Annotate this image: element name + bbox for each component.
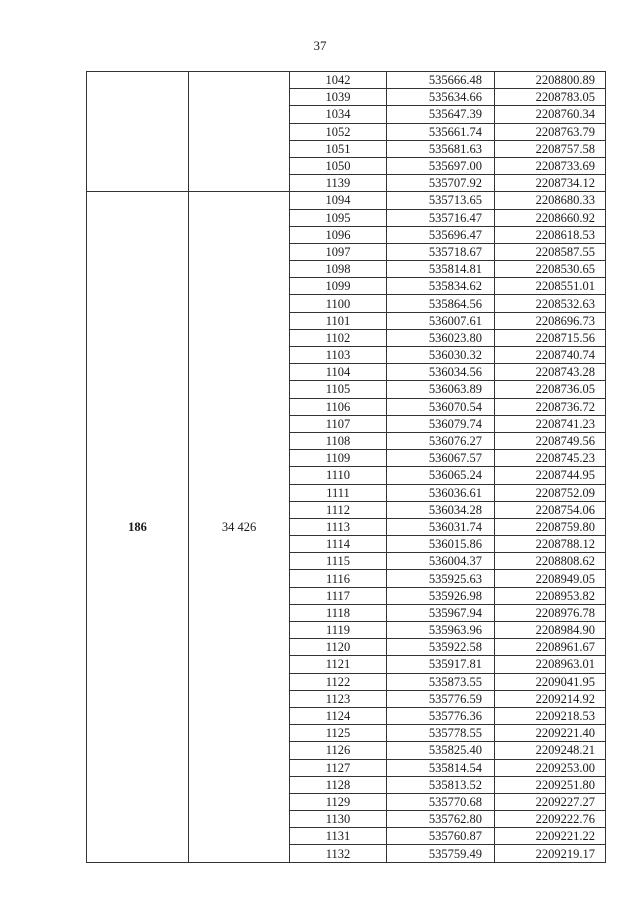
x-coordinate-cell: 535825.40 (387, 742, 495, 759)
point-number-cell: 1106 (290, 398, 387, 415)
point-number-cell: 1111 (290, 484, 387, 501)
point-number-cell: 1114 (290, 536, 387, 553)
point-number-cell: 1107 (290, 415, 387, 432)
x-coordinate-cell: 535647.39 (387, 106, 495, 123)
point-number-cell: 1050 (290, 157, 387, 174)
point-number-cell: 1123 (290, 690, 387, 707)
point-number-cell: 1104 (290, 364, 387, 381)
x-coordinate-cell: 535778.55 (387, 725, 495, 742)
x-coordinate-cell: 536065.24 (387, 467, 495, 484)
y-coordinate-cell: 2208733.69 (495, 157, 606, 174)
y-coordinate-cell: 2208680.33 (495, 192, 606, 209)
point-number-cell: 1129 (290, 793, 387, 810)
plot-number-cell (87, 72, 189, 192)
y-coordinate-cell: 2208734.12 (495, 175, 606, 192)
x-coordinate-cell: 535713.65 (387, 192, 495, 209)
x-coordinate-cell: 535814.54 (387, 759, 495, 776)
point-number-cell: 1051 (290, 140, 387, 157)
point-number-cell: 1112 (290, 501, 387, 518)
point-number-cell: 1099 (290, 278, 387, 295)
x-coordinate-cell: 536079.74 (387, 415, 495, 432)
area-cell: 34 426 (189, 192, 290, 862)
point-number-cell: 1039 (290, 89, 387, 106)
point-number-cell: 1052 (290, 123, 387, 140)
y-coordinate-cell: 2208963.01 (495, 656, 606, 673)
point-number-cell: 1108 (290, 432, 387, 449)
page-number: 37 (313, 38, 327, 53)
y-coordinate-cell: 2208715.56 (495, 329, 606, 346)
point-number-cell: 1097 (290, 243, 387, 260)
y-coordinate-cell: 2209251.80 (495, 776, 606, 793)
x-coordinate-cell: 536030.32 (387, 347, 495, 364)
x-coordinate-cell: 536067.57 (387, 450, 495, 467)
y-coordinate-cell: 2208741.23 (495, 415, 606, 432)
point-number-cell: 1118 (290, 604, 387, 621)
point-number-cell: 1126 (290, 742, 387, 759)
x-coordinate-cell: 535922.58 (387, 639, 495, 656)
x-coordinate-cell: 535776.36 (387, 707, 495, 724)
x-coordinate-cell: 536076.27 (387, 432, 495, 449)
x-coordinate-cell: 535759.49 (387, 845, 495, 862)
point-number-cell: 1130 (290, 811, 387, 828)
point-number-cell: 1125 (290, 725, 387, 742)
y-coordinate-cell: 2208783.05 (495, 89, 606, 106)
y-coordinate-cell: 2208660.92 (495, 209, 606, 226)
y-coordinate-cell: 2208551.01 (495, 278, 606, 295)
x-coordinate-cell: 536031.74 (387, 518, 495, 535)
point-number-cell: 1042 (290, 72, 387, 89)
y-coordinate-cell: 2208736.05 (495, 381, 606, 398)
point-number-cell: 1119 (290, 622, 387, 639)
point-number-cell: 1139 (290, 175, 387, 192)
y-coordinate-cell: 2209041.95 (495, 673, 606, 690)
point-number-cell: 1128 (290, 776, 387, 793)
point-number-cell: 1109 (290, 450, 387, 467)
y-coordinate-cell: 2208961.67 (495, 639, 606, 656)
point-number-cell: 1113 (290, 518, 387, 535)
y-coordinate-cell: 2208976.78 (495, 604, 606, 621)
y-coordinate-cell: 2208949.05 (495, 570, 606, 587)
table-row (87, 192, 606, 209)
x-coordinate-cell: 535634.66 (387, 89, 495, 106)
point-number-cell: 1094 (290, 192, 387, 209)
point-number-cell: 1103 (290, 347, 387, 364)
y-coordinate-cell: 2208740.74 (495, 347, 606, 364)
point-number-cell: 1117 (290, 587, 387, 604)
point-number-cell: 1132 (290, 845, 387, 862)
y-coordinate-cell: 2208532.63 (495, 295, 606, 312)
x-coordinate-cell: 535718.67 (387, 243, 495, 260)
point-number-cell: 1124 (290, 707, 387, 724)
point-number-cell: 1095 (290, 209, 387, 226)
y-coordinate-cell: 2209214.92 (495, 690, 606, 707)
y-coordinate-cell: 2209253.00 (495, 759, 606, 776)
y-coordinate-cell: 2209221.22 (495, 828, 606, 845)
y-coordinate-cell: 2208984.90 (495, 622, 606, 639)
y-coordinate-cell: 2208749.56 (495, 432, 606, 449)
y-coordinate-cell: 2208808.62 (495, 553, 606, 570)
x-coordinate-cell: 535864.56 (387, 295, 495, 312)
point-number-cell: 1131 (290, 828, 387, 845)
point-number-cell: 1121 (290, 656, 387, 673)
point-number-cell: 1098 (290, 261, 387, 278)
x-coordinate-cell: 535967.94 (387, 604, 495, 621)
y-coordinate-cell: 2209227.27 (495, 793, 606, 810)
y-coordinate-cell: 2208696.73 (495, 312, 606, 329)
point-number-cell: 1120 (290, 639, 387, 656)
y-coordinate-cell: 2208754.06 (495, 501, 606, 518)
point-number-cell: 1127 (290, 759, 387, 776)
y-coordinate-cell: 2209222.76 (495, 811, 606, 828)
table-row (87, 72, 606, 89)
coordinates-table (86, 71, 606, 863)
point-number-cell: 1115 (290, 553, 387, 570)
coordinates-table-body (87, 72, 606, 863)
x-coordinate-cell: 536007.61 (387, 312, 495, 329)
x-coordinate-cell: 535770.68 (387, 793, 495, 810)
point-number-cell: 1101 (290, 312, 387, 329)
x-coordinate-cell: 535963.96 (387, 622, 495, 639)
y-coordinate-cell: 2208530.65 (495, 261, 606, 278)
x-coordinate-cell: 535707.92 (387, 175, 495, 192)
point-number-cell: 1096 (290, 226, 387, 243)
y-coordinate-cell: 2209218.53 (495, 707, 606, 724)
y-coordinate-cell: 2208788.12 (495, 536, 606, 553)
area-cell (189, 72, 290, 192)
y-coordinate-cell: 2208618.53 (495, 226, 606, 243)
x-coordinate-cell: 535697.00 (387, 157, 495, 174)
x-coordinate-cell: 535926.98 (387, 587, 495, 604)
x-coordinate-cell: 536063.89 (387, 381, 495, 398)
point-number-cell: 1110 (290, 467, 387, 484)
y-coordinate-cell: 2208745.23 (495, 450, 606, 467)
x-coordinate-cell: 536023.80 (387, 329, 495, 346)
x-coordinate-cell: 536034.56 (387, 364, 495, 381)
x-coordinate-cell: 535661.74 (387, 123, 495, 140)
y-coordinate-cell: 2209248.21 (495, 742, 606, 759)
plot-number-cell: 186 (87, 192, 189, 862)
point-number-cell: 1102 (290, 329, 387, 346)
y-coordinate-cell: 2209219.17 (495, 845, 606, 862)
x-coordinate-cell: 536004.37 (387, 553, 495, 570)
x-coordinate-cell: 535873.55 (387, 673, 495, 690)
x-coordinate-cell: 536070.54 (387, 398, 495, 415)
x-coordinate-cell: 535813.52 (387, 776, 495, 793)
y-coordinate-cell: 2208759.80 (495, 518, 606, 535)
y-coordinate-cell: 2208744.95 (495, 467, 606, 484)
y-coordinate-cell: 2208757.58 (495, 140, 606, 157)
x-coordinate-cell: 535776.59 (387, 690, 495, 707)
y-coordinate-cell: 2208800.89 (495, 72, 606, 89)
x-coordinate-cell: 536034.28 (387, 501, 495, 518)
y-coordinate-cell: 2208953.82 (495, 587, 606, 604)
x-coordinate-cell: 535681.63 (387, 140, 495, 157)
y-coordinate-cell: 2208760.34 (495, 106, 606, 123)
y-coordinate-cell: 2208752.09 (495, 484, 606, 501)
x-coordinate-cell: 536036.61 (387, 484, 495, 501)
y-coordinate-cell: 2209221.40 (495, 725, 606, 742)
x-coordinate-cell: 536015.86 (387, 536, 495, 553)
x-coordinate-cell: 535696.47 (387, 226, 495, 243)
x-coordinate-cell: 535760.87 (387, 828, 495, 845)
x-coordinate-cell: 535762.80 (387, 811, 495, 828)
y-coordinate-cell: 2208743.28 (495, 364, 606, 381)
x-coordinate-cell: 535666.48 (387, 72, 495, 89)
point-number-cell: 1034 (290, 106, 387, 123)
point-number-cell: 1122 (290, 673, 387, 690)
y-coordinate-cell: 2208763.79 (495, 123, 606, 140)
x-coordinate-cell: 535716.47 (387, 209, 495, 226)
point-number-cell: 1116 (290, 570, 387, 587)
point-number-cell: 1100 (290, 295, 387, 312)
x-coordinate-cell: 535814.81 (387, 261, 495, 278)
x-coordinate-cell: 535917.81 (387, 656, 495, 673)
x-coordinate-cell: 535834.62 (387, 278, 495, 295)
y-coordinate-cell: 2208587.55 (495, 243, 606, 260)
x-coordinate-cell: 535925.63 (387, 570, 495, 587)
point-number-cell: 1105 (290, 381, 387, 398)
y-coordinate-cell: 2208736.72 (495, 398, 606, 415)
